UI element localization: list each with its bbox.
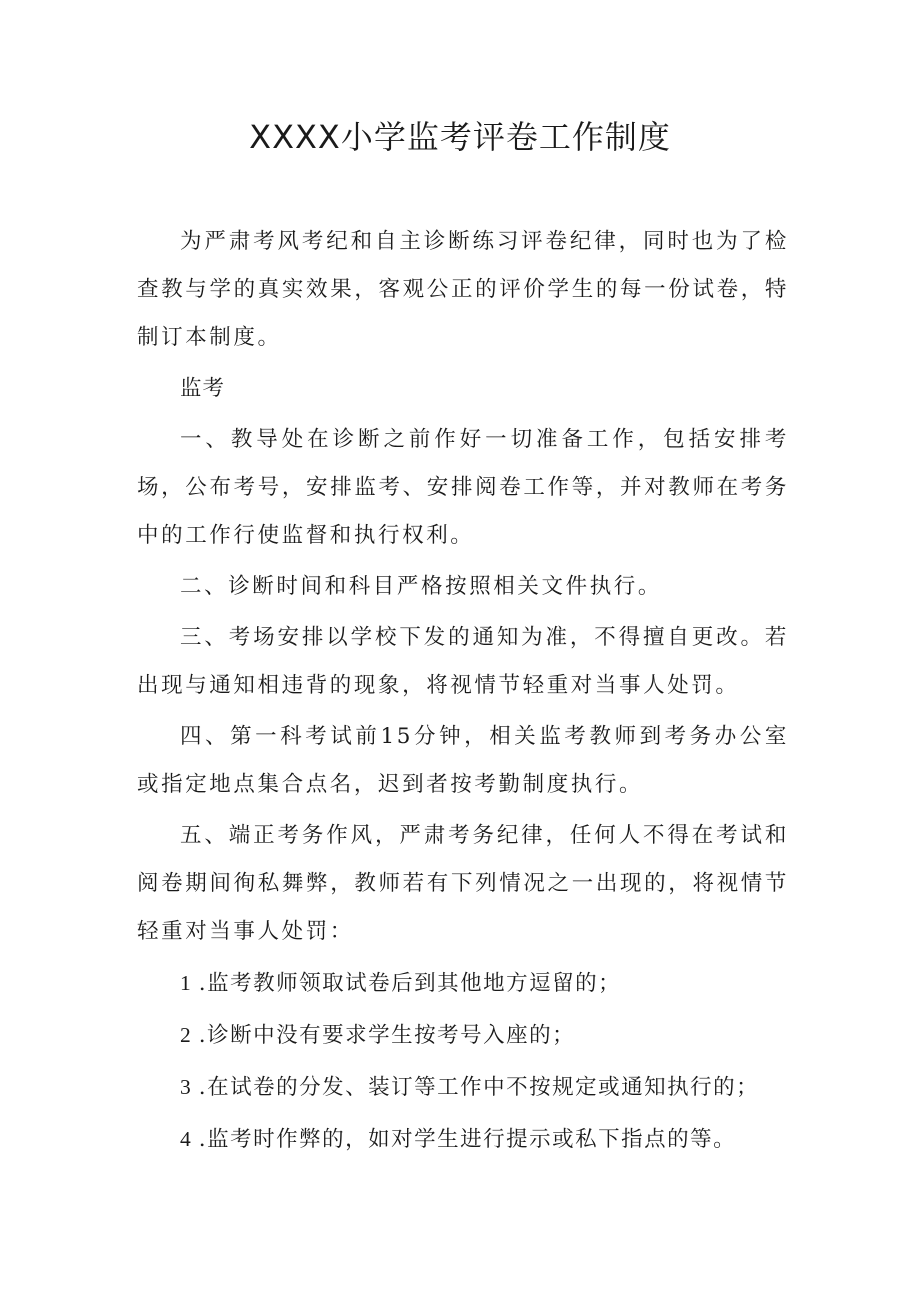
document-title: XXXX小学监考评卷工作制度 (249, 118, 671, 156)
list-item (137, 1063, 789, 1112)
section-heading: 监考 (180, 376, 226, 401)
clause-4: 四、第一科考试前15分钟，相关监考教师到考务办公室或指定地点集合点名，迟到者按考勤制度执行。 (137, 724, 789, 797)
list-item-number: 4 (180, 1127, 191, 1151)
list-item (137, 1011, 789, 1060)
list-item-number: 3 (180, 1075, 191, 1099)
list-item-text: .监考时作弊的，如对学生进行提示或私下指点的等。 (198, 1127, 737, 1152)
clause-1: 一、教导处在诊断之前作好一切准备工作，包括安排考场，公布考号，安排监考、安排阅卷工作等，并对教师在考务中的工作行使监督和执行权利。 (137, 427, 789, 548)
clause-2: 二、诊断时间和科目严格按照相关文件执行。 (180, 574, 663, 599)
list-item-text: .在试卷的分发、装订等工作中不按规定或通知执行的； (198, 1075, 760, 1100)
clause-3: 三、考场安排以学校下发的通知为准，不得擅自更改。若出现与通知相违背的现象，将视情节轻重对当事人处罚。 (137, 625, 789, 698)
list-item-number: 1 (180, 971, 191, 995)
list-item-text: .诊断中没有要求学生按考号入座的； (198, 1023, 576, 1048)
list-item (137, 959, 789, 1008)
list-item-number: 2 (180, 1023, 191, 1047)
intro-paragraph: 为严肃考风考纪和自主诊断练习评卷纪律，同时也为了检查教与学的真实效果，客观公正的评价学生的每一份试卷，特制订本制度。 (137, 229, 789, 350)
document-body (137, 218, 789, 1167)
list-item-text: .监考教师领取试卷后到其他地方逗留的； (198, 971, 622, 996)
list-item (137, 1115, 789, 1164)
clause-5: 五、端正考务作风，严肃考务纪律，任何人不得在考试和阅卷期间徇私舞弊，教师若有下列情况之一出现的，将视情节轻重对当事人处罚： (137, 823, 789, 944)
